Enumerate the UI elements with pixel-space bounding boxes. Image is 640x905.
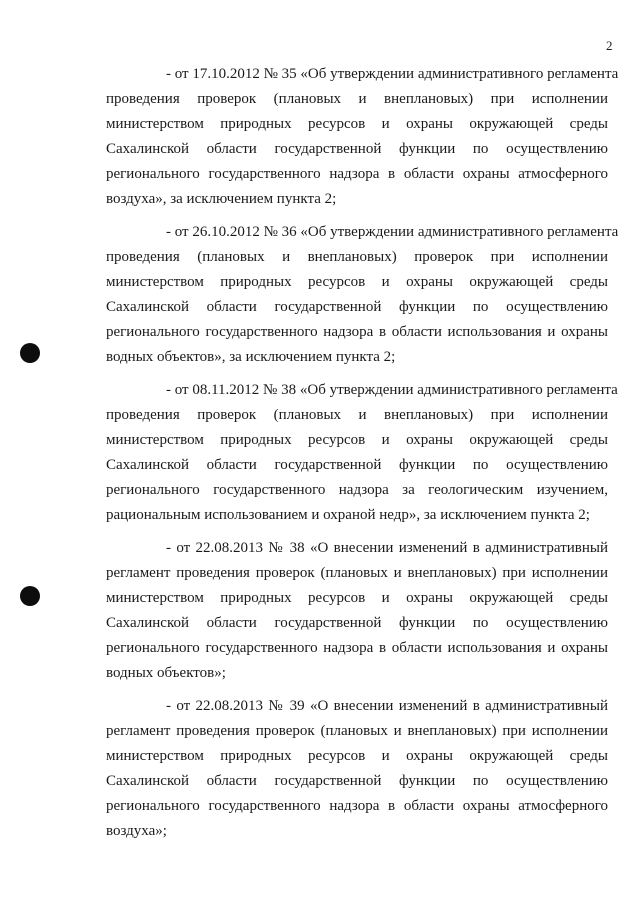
punch-hole: [20, 586, 40, 606]
text-line: воздуха»;: [106, 823, 167, 839]
text-line: Сахалинской области государственной функции по осуществлению: [106, 299, 608, 315]
text-line: воздуха», за исключением пункта 2;: [106, 191, 337, 207]
text-line: рациональным использованием и охраной недр», за исключением пункта 2;: [106, 507, 590, 523]
text-line: проведения проверок (плановых и внеплановых) при исполнении: [106, 91, 608, 107]
text-line: министерством природных ресурсов и охраны окружающей среды: [106, 432, 608, 448]
text-line: проведения проверок (плановых и внеплановых) при исполнении: [106, 407, 608, 423]
text-line: проведения (плановых и внеплановых) проверок при исполнении: [106, 249, 608, 265]
text-line: министерством природных ресурсов и охраны окружающей среды: [106, 590, 608, 606]
text-line: Сахалинской области государственной функции по осуществлению: [106, 615, 608, 631]
text-line: регламент проведения проверок (плановых и внеплановых) при исполнении: [106, 723, 608, 739]
document-paragraph: [106, 220, 619, 370]
text-line: регламент проведения проверок (плановых и внеплановых) при исполнении: [106, 565, 608, 581]
document-body: [106, 62, 619, 852]
text-line: - от 26.10.2012 № 36 «Об утверждении административного регламента: [166, 224, 619, 240]
text-line: министерством природных ресурсов и охраны окружающей среды: [106, 274, 608, 290]
document-paragraph: [106, 62, 619, 212]
text-line: Сахалинской области государственной функции по осуществлению: [106, 773, 608, 789]
punch-hole: [20, 343, 40, 363]
text-line: министерством природных ресурсов и охраны окружающей среды: [106, 116, 608, 132]
text-line: водных объектов», за исключением пункта 2;: [106, 349, 396, 365]
text-line: Сахалинской области государственной функции по осуществлению: [106, 457, 608, 473]
text-line: водных объектов»;: [106, 665, 226, 681]
document-paragraph: [106, 378, 618, 528]
text-line: регионального государственного надзора в области охраны атмосферного: [106, 166, 608, 182]
text-line: Сахалинской области государственной функции по осуществлению: [106, 141, 608, 157]
page-number: 2: [606, 38, 613, 53]
text-line: - от 22.08.2013 № 39 «О внесении изменений в административный: [166, 698, 608, 714]
document-paragraph: [106, 694, 608, 844]
text-line: регионального государственного надзора в области использования и охраны: [106, 324, 608, 340]
text-line: регионального государственного надзора за геологическим изучением,: [106, 482, 608, 498]
document-paragraph: [106, 536, 608, 686]
text-line: - от 17.10.2012 № 35 «Об утверждении административного регламента: [166, 66, 619, 82]
text-line: - от 08.11.2012 № 38 «Об утверждении административного регламента: [166, 382, 618, 398]
text-line: регионального государственного надзора в области использования и охраны: [106, 640, 608, 656]
text-line: - от 22.08.2013 № 38 «О внесении изменений в административный: [166, 540, 608, 556]
text-line: регионального государственного надзора в области охраны атмосферного: [106, 798, 608, 814]
text-line: министерством природных ресурсов и охраны окружающей среды: [106, 748, 608, 764]
